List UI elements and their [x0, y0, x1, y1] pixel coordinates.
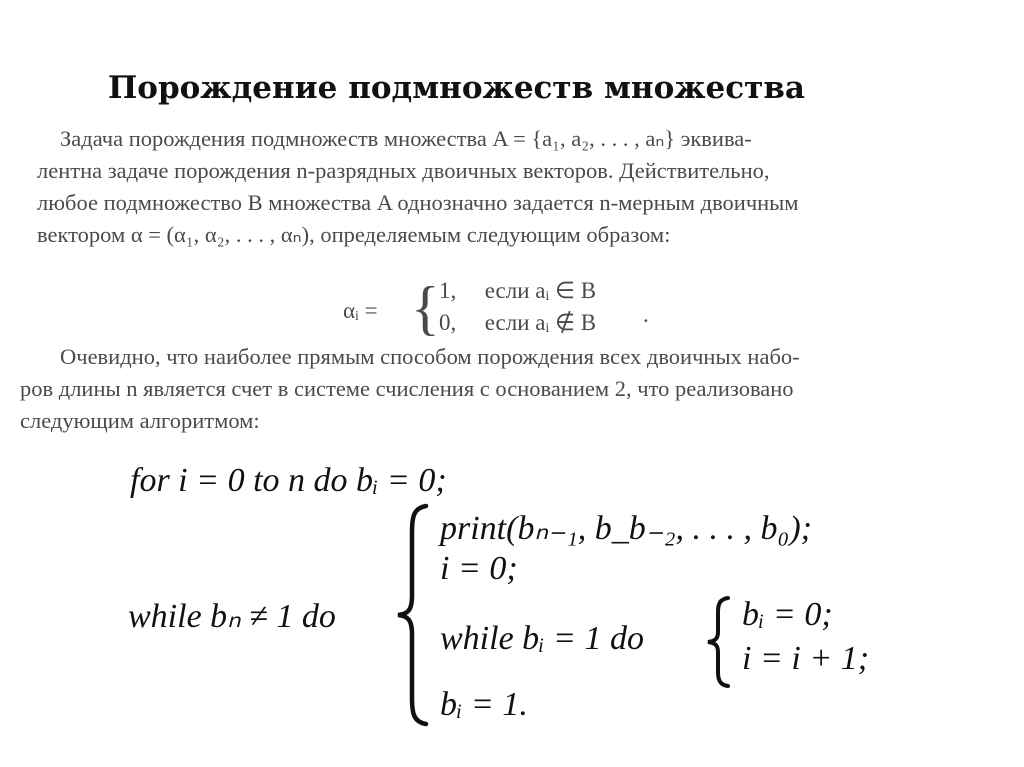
alpha-lhs: αᵢ =: [343, 298, 378, 323]
outro-line-3: следующим алгоритмом:: [20, 408, 260, 433]
inner-brace: [704, 594, 734, 690]
intro-line-3: любое подмножество B множества A однозначно задается n-мерным двоичным: [37, 190, 799, 215]
reset-i-line: i = 0;: [440, 550, 518, 587]
inner-assign-line: bᵢ = 0;: [742, 596, 833, 633]
left-brace: {: [411, 275, 440, 341]
formula-period: .: [643, 302, 649, 327]
while-outer-line: while bₙ ≠ 1 do: [128, 598, 336, 635]
outro-line-1: Очевидно, что наиболее прямым способом порождения всех двоичных набо-: [60, 344, 800, 369]
slide-title: Порождение подмножеств множества: [108, 70, 805, 106]
intro-line-4: вектором α = (α₁, α₂, . . . , αₙ), определяемым следующим образом:: [37, 222, 671, 247]
final-assign-line: bᵢ = 1.: [440, 686, 528, 723]
outer-brace: [392, 502, 432, 728]
outro-line-2: ров длины n является счет в системе счисления с основанием 2, что реализовано: [20, 376, 794, 401]
while-inner-line: while bᵢ = 1 do: [440, 620, 644, 657]
intro-line-2: лентна задаче порождения n-разрядных двоичных векторов. Действительно,: [37, 158, 770, 183]
case-1-value: 1,: [439, 278, 457, 303]
case-1-condition: если aᵢ ∈ B: [484, 278, 597, 303]
print-line: print(bₙ₋₁, b_b₋₂, . . . , b₀);: [440, 510, 812, 547]
intro-line-1: Задача порождения подмножеств множества A = {a₁, a₂, . . . , aₙ} эквива-: [60, 126, 752, 151]
case-2-value: 0,: [439, 310, 457, 335]
inner-increment-line: i = i + 1;: [742, 640, 870, 677]
for-line: for i = 0 to n do bᵢ = 0;: [130, 462, 447, 499]
case-2-condition: если aᵢ ∉ B: [484, 310, 597, 335]
